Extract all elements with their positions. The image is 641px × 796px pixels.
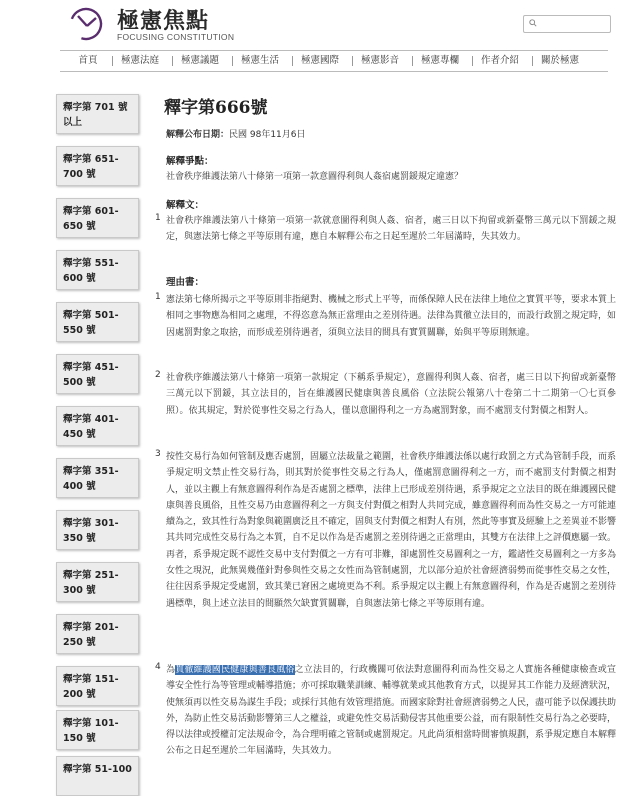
reason-number: 2 <box>155 370 161 380</box>
reason-paragraph-4 <box>166 662 616 760</box>
reason-paragraph-3: 按性交易行為如何管制及應否處罰，固屬立法裁量之範圍，社會秩序維護法係以處行政罰之方式為管制手段，而系爭規定明文禁止性交易行為，則其對於從事性交易之行為人，僅處罰意圖得利之一方，而不處罰支付對價之相對人，並以主觀上有無意圖得利作為是否處罰之標準，法律上已形成差別待遇，系爭規定之立法目的既在維護國民健康與善良風俗，且性交易乃由意圖得利之一方與支付對價之相對人共同完成，雖意圖得利而為性交易之一方可能連續為之，致其性行為對象與範圍廣泛且不確定，固與支付對價之相對人有別，然此等事實及經驗上之差異並不影響其共同完成性交易行為之本質，自不足以作為是否處罰之差別待遇之正當理由，其雙方在法律上之評價應屬一致。再者，系爭規定既不認性交易中支付對價之一方有可非難，卻處罰性交易圖利之一方，鑑諸性交易圖利之一方多為女性之現況，此無異幾僅針對參與性交易之女性而為管制處罰，尤以部分迫於社會經濟弱勢而從事性交易之女性，往往因系爭規定受處罰，致其業已窘困之處境更為不利。系爭規定以主觀上有無意圖得利，作為是否處罰之差別待遇標準，與上述立法目的間顯然欠缺實質關聯，自與憲法第七條之平等原則有違。 <box>166 452 617 609</box>
nav-divider <box>472 56 473 66</box>
sidebar-item-101[interactable]: 釋字第 101-150 號 <box>56 710 139 750</box>
logo-icon[interactable] <box>68 6 104 42</box>
reason-4-body: 之立法目的，行政機關可依法對意圖得利而為性交易之人實施各種健康檢查或宣導安全性行為等管理或輔導措施；亦可採取職業訓練、輔導就業或其他教育方式，以提昇其工作能力及經濟狀況，使無須再以性交易為謀生手段；或採行其他有效管理措施。而國家除對社會經濟弱勢之人民，盡可能予以保護扶助外，為防止性交易活動影響第三人之權益，或避免性交易活動侵害其他重要公益，而有限制性交易行為之必要時，得以法律或授權訂定法規命令，為合理明確之管制或處罰規定。凡此尚須相當時間審慎規劃，系爭規定應自本解釋公布之日起至遲於二年屆滿時，失其效力。 <box>166 665 617 757</box>
sidebar-item-601[interactable]: 釋字第 601-650 號 <box>56 198 139 238</box>
nav-divider <box>352 56 353 66</box>
holding-text: 社會秩序維護法第八十條第一項第一款就意圖得利與人姦、宿者，處三日以下拘留或新臺幣三萬元以下罰鍰之規定，與憲法第七條之平等原則有違，應自本解釋公布之日起至遲於二年屆滿時，失其效力。 <box>166 216 616 243</box>
nav-divider <box>112 56 113 66</box>
reason-paragraph-2: 社會秩序維護法第八十條第一項第一款規定（下稱系爭規定），意圖得利與人姦、宿者，處三日以下拘留或新臺幣三萬元以下罰鍰，其立法目的，旨在維護國民健康與善良風俗（立法院公報第八十卷第二十二期第一〇七頁參照）。依其規定，對於從事性交易之行為人，僅以意圖得利之一方為處罰對象，而不處罰支付對價之相對人。 <box>166 373 616 416</box>
sidebar-item-451[interactable]: 釋字第 451-500 號 <box>56 354 139 394</box>
reason-paragraph-1: 憲法第七條所揭示之平等原則非指絕對、機械之形式上平等，而係保障人民在法律上地位之實質平等，要求本質上相同之事物應為相同之處理，不得恣意為無正當理由之差別待遇。法律為貫徹立法目的，而設行政罰之規定時，如因處罰對象之取捨，而形成差別待遇者，須與立法目的間具有實質關聯，始與平等原則無違。 <box>166 295 617 338</box>
holding-heading: 解釋文： <box>166 200 205 211</box>
site-subtitle: FOCUSING CONSTITUTION <box>117 32 235 42</box>
site-title[interactable]: 極憲焦點 <box>117 9 210 34</box>
nav-court[interactable]: 極憲法庭 <box>120 55 159 66</box>
holding-number: 1 <box>155 213 161 223</box>
sidebar-item-401[interactable]: 釋字第 401-450 號 <box>56 406 139 446</box>
nav-divider <box>292 56 293 66</box>
reasons-heading: 理由書： <box>166 277 205 288</box>
sidebar-item-351[interactable]: 釋字第 351-400 號 <box>56 458 139 498</box>
sidebar-item-551[interactable]: 釋字第 551-600 號 <box>56 250 139 290</box>
search-box[interactable] <box>523 15 611 33</box>
sidebar-item-51[interactable]: 釋字第 51-100 <box>56 756 139 796</box>
selected-text-highlight[interactable]: 貫徹維護國民健康與善良風俗 <box>175 665 295 675</box>
sidebar-item-701[interactable]: 釋字第 701 號以上 <box>56 94 139 134</box>
search-input[interactable] <box>542 17 608 31</box>
nav-divider <box>172 56 173 66</box>
nav-international[interactable]: 極憲國際 <box>300 55 339 66</box>
reason-number: 1 <box>155 292 161 302</box>
sidebar-item-501[interactable]: 釋字第 501-550 號 <box>56 302 139 342</box>
nav-divider <box>232 56 233 66</box>
reason-number: 3 <box>155 449 161 459</box>
nav-divider <box>412 56 413 66</box>
main-nav <box>60 50 608 72</box>
nav-home[interactable]: 首頁 <box>78 55 98 66</box>
publish-date <box>166 127 306 140</box>
reason-4-prefix: 為 <box>166 665 176 675</box>
nav-column[interactable]: 極憲專欄 <box>420 55 459 66</box>
issue-text: 社會秩序維護法第八十條第一項第一款意圖得利與人姦宿處罰鍰規定違憲？ <box>166 172 464 182</box>
search-icon[interactable] <box>529 19 537 27</box>
issue-heading: 解釋爭點： <box>166 156 214 167</box>
sidebar-item-651[interactable]: 釋字第 651-700 號 <box>56 146 139 186</box>
nav-about[interactable]: 關於極憲 <box>540 55 579 66</box>
reason-number: 4 <box>155 662 161 672</box>
nav-divider <box>532 56 533 66</box>
nav-issues[interactable]: 極憲議題 <box>180 55 219 66</box>
sidebar-item-301[interactable]: 釋字第 301-350 號 <box>56 510 139 550</box>
nav-life[interactable]: 極憲生活 <box>240 55 279 66</box>
sidebar-item-151[interactable]: 釋字第 151-200 號 <box>56 666 139 706</box>
sidebar-item-251[interactable]: 釋字第 251-300 號 <box>56 562 139 602</box>
nav-authors[interactable]: 作者介紹 <box>480 55 519 66</box>
date-value: 民國 98年11月6日 <box>229 130 306 140</box>
sidebar-item-201[interactable]: 釋字第 201-250 號 <box>56 614 139 654</box>
date-label: 解釋公布日期： <box>166 130 230 140</box>
nav-media[interactable]: 極憲影音 <box>360 55 399 66</box>
page-title: 釋字第666號 <box>164 98 268 118</box>
